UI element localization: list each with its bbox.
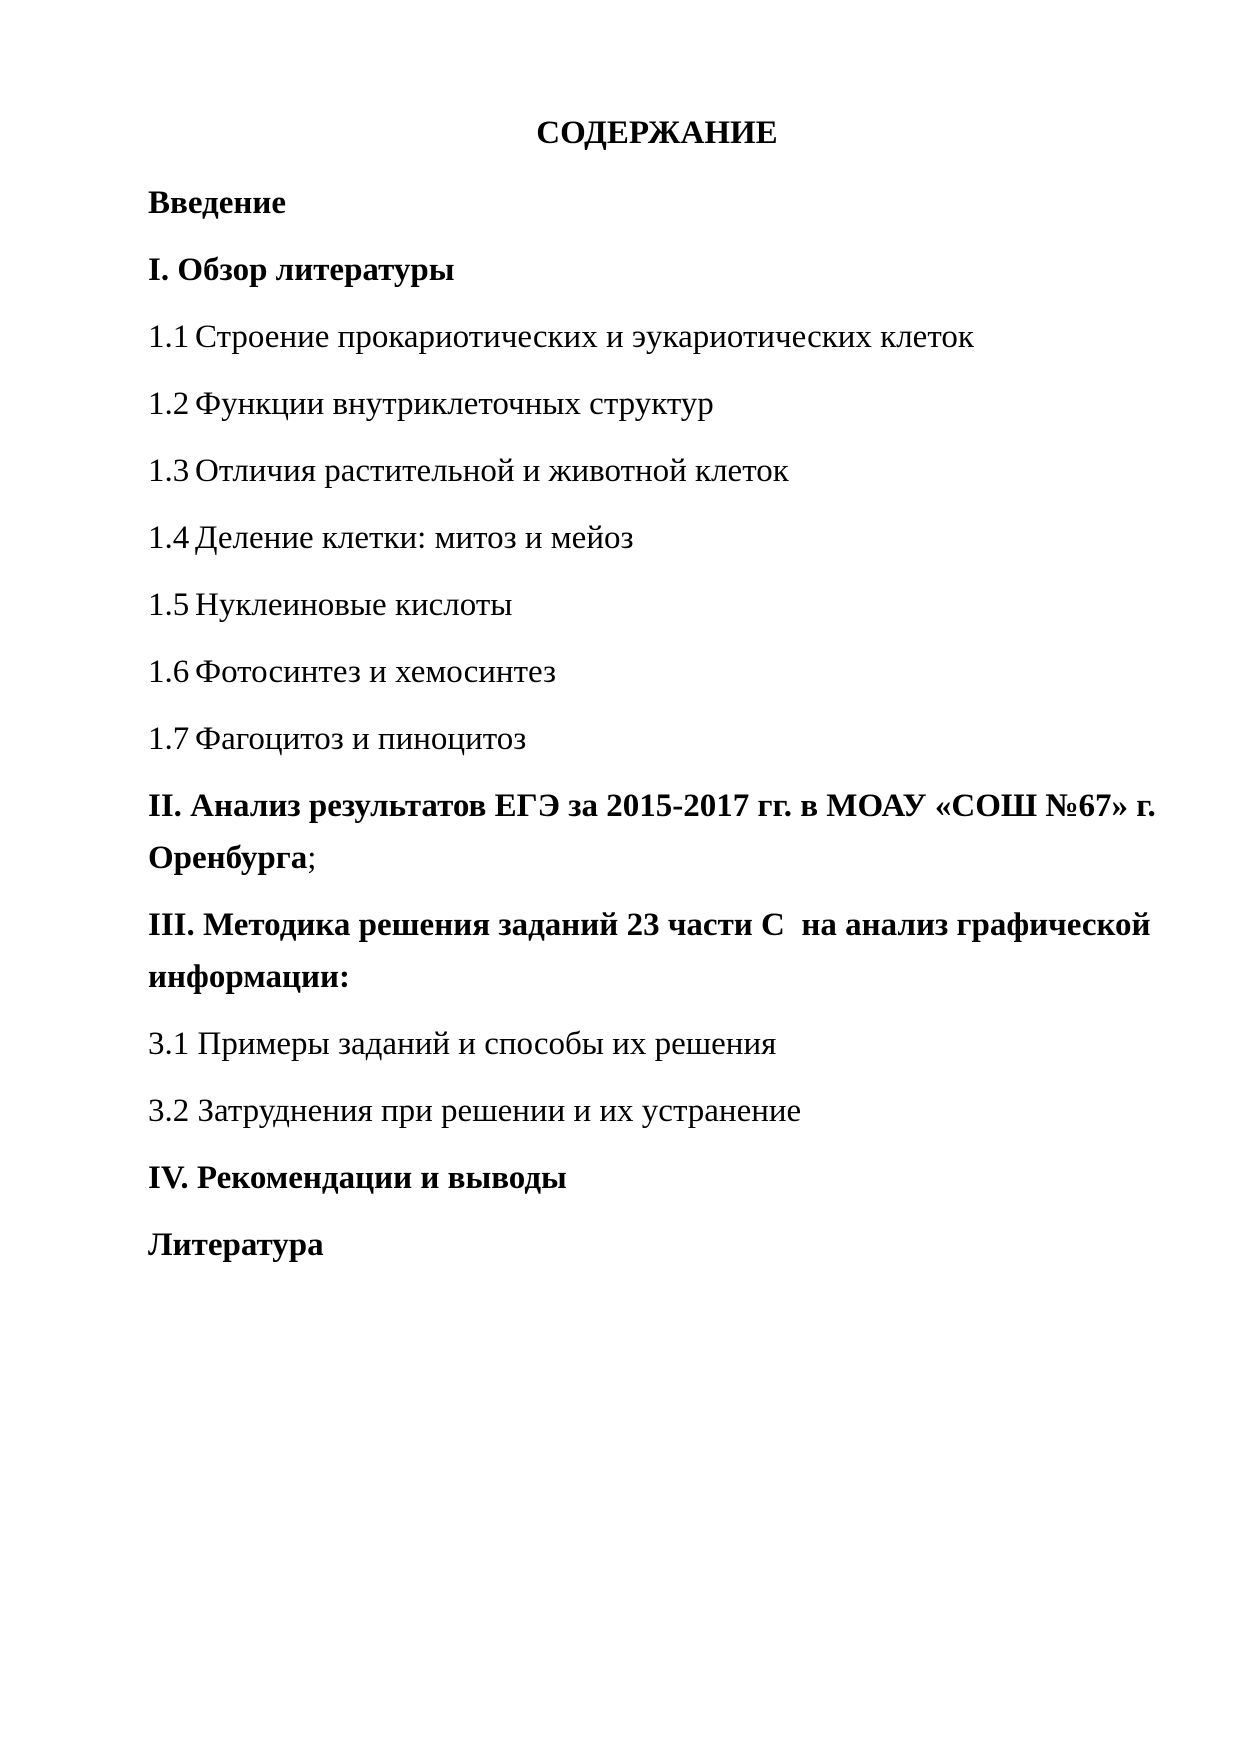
toc-line	[148, 311, 1166, 363]
toc-line	[148, 951, 1166, 1003]
toc-line	[148, 244, 1166, 296]
toc-line	[148, 378, 1166, 430]
text-segment: IV. Рекомендации и выводы	[148, 1160, 567, 1196]
toc-item	[148, 1219, 1166, 1271]
toc-item	[148, 445, 1166, 497]
toc-line	[148, 579, 1166, 631]
toc-line	[148, 1152, 1166, 1204]
toc-item	[148, 1085, 1166, 1137]
text-segment: Строение прокариотических и эукариотических клеток	[195, 319, 974, 355]
toc-item	[148, 899, 1166, 1003]
toc-line	[148, 646, 1166, 698]
text-segment: Литература	[148, 1227, 324, 1263]
toc-item	[148, 646, 1166, 698]
toc-line	[148, 832, 1166, 884]
toc-item	[148, 311, 1166, 363]
toc-item-number: 1.4	[148, 520, 190, 556]
toc-line	[148, 899, 1166, 951]
toc-item-number: 1.2	[148, 386, 190, 422]
toc-item	[148, 713, 1166, 765]
text-segment: Фагоцитоз и пиноцитоз	[195, 721, 527, 757]
text-segment: Функции внутриклеточных структур	[195, 386, 714, 422]
text-segment: III. Методика решения заданий 23 части С на анализ графической	[148, 907, 1151, 943]
toc-item	[148, 579, 1166, 631]
text-segment: Нуклеиновые кислоты	[195, 587, 513, 623]
text-segment: 3.1 Примеры заданий и способы их решения	[148, 1026, 777, 1062]
toc-item	[148, 1152, 1166, 1204]
toc-item-number: 1.7	[148, 721, 190, 757]
text-segment: Оренбурга	[148, 840, 308, 876]
toc-line	[148, 445, 1166, 497]
text-segment: Фотосинтез и хемосинтез	[195, 654, 557, 690]
toc-line	[148, 512, 1166, 564]
text-segment: Отличия растительной и животной клеток	[195, 453, 789, 489]
text-segment: информации:	[148, 959, 350, 995]
text-segment: I. Обзор литературы	[148, 252, 455, 288]
toc-item-number: 1.5	[148, 587, 190, 623]
toc-line	[148, 177, 1166, 229]
toc-line	[148, 1085, 1166, 1137]
toc-line	[148, 1219, 1166, 1271]
toc-item	[148, 1018, 1166, 1070]
text-segment: Введение	[148, 185, 287, 221]
toc-line	[148, 780, 1166, 832]
toc-list	[148, 177, 1166, 1271]
toc-item	[148, 378, 1166, 430]
toc-item-number: 1.3	[148, 453, 190, 489]
toc-item-number: 1.6	[148, 654, 190, 690]
toc-item	[148, 177, 1166, 229]
text-segment: II. Анализ результатов ЕГЭ за 2015-2017 гг. в МОАУ «СОШ №67» г.	[148, 788, 1156, 824]
toc-line	[148, 713, 1166, 765]
toc-item	[148, 512, 1166, 564]
toc-item	[148, 244, 1166, 296]
text-segment: ;	[307, 840, 317, 876]
text-segment: 3.2 Затруднения при решении и их устранение	[148, 1093, 802, 1129]
text-segment: Деление клетки: митоз и мейоз	[195, 520, 634, 556]
page-title: СОДЕРЖАНИЕ	[536, 115, 778, 151]
toc-item-number: 1.1	[148, 319, 190, 355]
toc-line	[148, 1018, 1166, 1070]
toc-item	[148, 780, 1166, 884]
